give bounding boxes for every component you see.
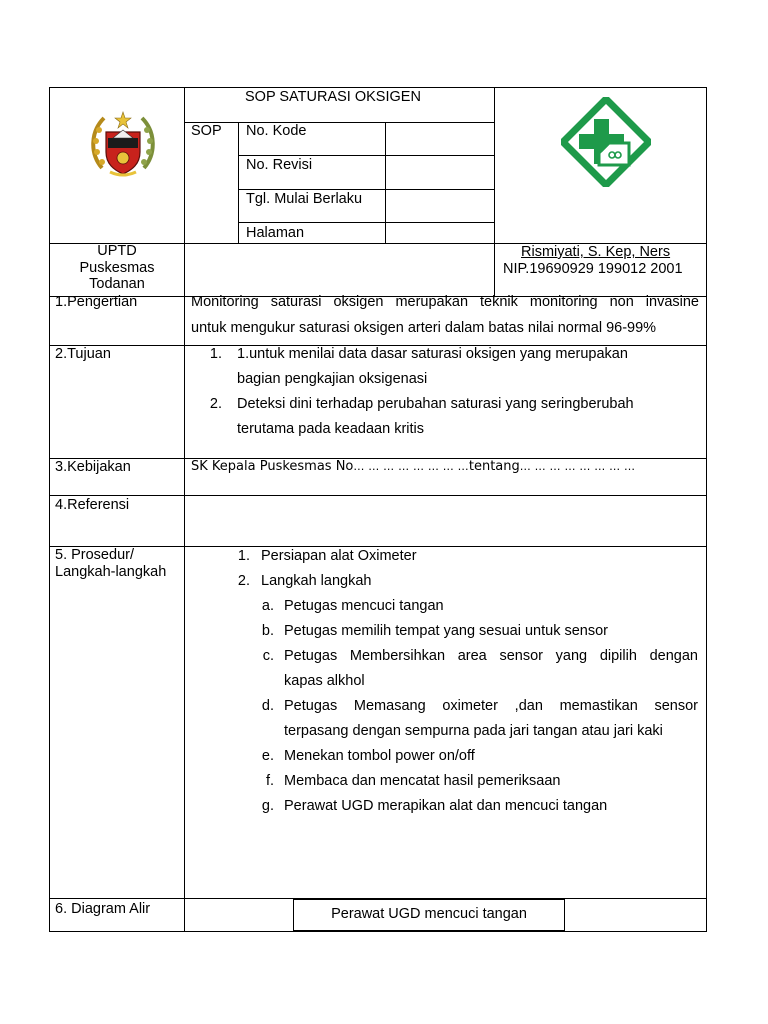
table-border-left [49, 87, 50, 932]
field-line-3 [238, 222, 494, 223]
tujuan-label: 2.Tujuan [55, 346, 111, 362]
unit-line-3: Todanan [89, 276, 145, 292]
unit-line-1: UPTD [97, 243, 137, 259]
list-letter: e. [261, 748, 274, 764]
sop-divider [238, 122, 239, 243]
prosedur-item-1: Persiapan alat Oximeter [261, 548, 417, 564]
pengertian-line-2: untuk mengukur saturasi oksigen arteri dalam batas nilai normal 96-99% [191, 320, 657, 336]
list-letter: c. [262, 648, 274, 664]
flowchart-box-text: Perawat UGD mencuci tangan [331, 906, 527, 922]
subitem-d-line-2: terpasang dengan sempurna pada jari tangan atau jari kaki [284, 723, 663, 739]
list-number: 2. [237, 573, 250, 589]
regency-emblem-icon [88, 108, 158, 180]
kebijakan-dots-b: … … … … … … … … [519, 460, 636, 473]
list-number: 1. [209, 346, 222, 362]
tujuan-list [200, 345, 700, 455]
unit-name [50, 243, 184, 293]
title-bottom-line [184, 122, 494, 123]
subitem-c-line-1: Petugas Membersihkan area sensor yang dipilih dengan [284, 648, 698, 664]
subitem-c-line-2: kapas alkhol [284, 673, 365, 689]
tujuan-item-1-line-1: 1.untuk menilai data dasar saturasi oksigen yang merupakan [237, 346, 628, 362]
subitem-e: Menekan tombol power on/off [284, 748, 475, 764]
list-letter: g. [261, 798, 274, 814]
field-label-halaman: Halaman [246, 225, 305, 241]
list-letter: a. [261, 598, 274, 614]
field-label-no-kode: No. Kode [246, 123, 307, 139]
list-letter: d. [261, 698, 274, 714]
pengertian-line-1: Monitoring saturasi oksigen merupakan teknik monitoring non invasine [191, 294, 699, 310]
flowchart-box [293, 899, 565, 931]
regency-emblem-logo [88, 108, 158, 180]
field-value-divider [385, 122, 386, 243]
table-border-bottom [49, 931, 707, 932]
list-letter: b. [261, 623, 274, 639]
list-number: 2. [209, 396, 222, 412]
list-letter: f. [265, 773, 274, 789]
subitem-g: Perawat UGD merapikan alat dan mencuci tangan [284, 798, 608, 814]
signer-name: Rismiyati, S. Kep, Ners [521, 244, 671, 260]
subitem-f: Membaca dan mencatat hasil pemeriksaan [284, 773, 561, 789]
pengertian-label: 1.Pengertian [55, 294, 138, 310]
signer-nip: NIP.19690929 199012 2001 [503, 261, 683, 277]
kebijakan-dots-a: … … … … … … … … [353, 460, 469, 473]
sop-label: SOP [191, 123, 222, 139]
puskesmas-logo [561, 97, 651, 187]
puskesmas-logo-icon [561, 97, 651, 187]
kebijakan-text [191, 458, 635, 476]
list-number: 1. [237, 548, 250, 564]
header-right-divider [494, 87, 495, 297]
field-label-tgl-mulai: Tgl. Mulai Berlaku [246, 191, 363, 207]
kebijakan-text-a: SK Kepala Puskesmas No [191, 459, 354, 474]
diagram-label: 6. Diagram Alir [55, 901, 151, 917]
tujuan-item-2-line-1: Deteksi dini terhadap perubahan saturasi yang seringberubah [237, 396, 634, 412]
prosedur-item-2: Langkah langkah [261, 573, 372, 589]
document-title: SOP SATURASI OKSIGEN [245, 89, 421, 105]
field-label-no-revisi: No. Revisi [246, 157, 313, 173]
tujuan-item-2-line-2: terutama pada keadaan kritis [237, 421, 424, 437]
subitem-b: Petugas memilih tempat yang sesuai untuk sensor [284, 623, 609, 639]
subitem-d-line-1: Petugas Memasang oximeter ,dan memastikan sensor [284, 698, 698, 714]
label-column-divider [184, 87, 185, 932]
prosedur-label-line-1: 5. Prosedur/ [55, 547, 134, 563]
langkah-sublist [256, 597, 700, 827]
prosedur-label [55, 547, 166, 581]
referensi-label: 4.Referensi [55, 497, 130, 513]
row-line-referensi [49, 495, 707, 496]
prosedur-label-line-2: Langkah-langkah [55, 564, 167, 580]
subitem-a: Petugas mencuci tangan [284, 598, 444, 614]
table-border-right [706, 87, 707, 932]
unit-line-2: Puskesmas [79, 259, 155, 276]
kebijakan-text-b: tentang [468, 459, 520, 474]
kebijakan-label: 3.Kebijakan [55, 459, 131, 475]
tujuan-item-1-line-2: bagian pengkajian oksigenasi [237, 371, 428, 387]
